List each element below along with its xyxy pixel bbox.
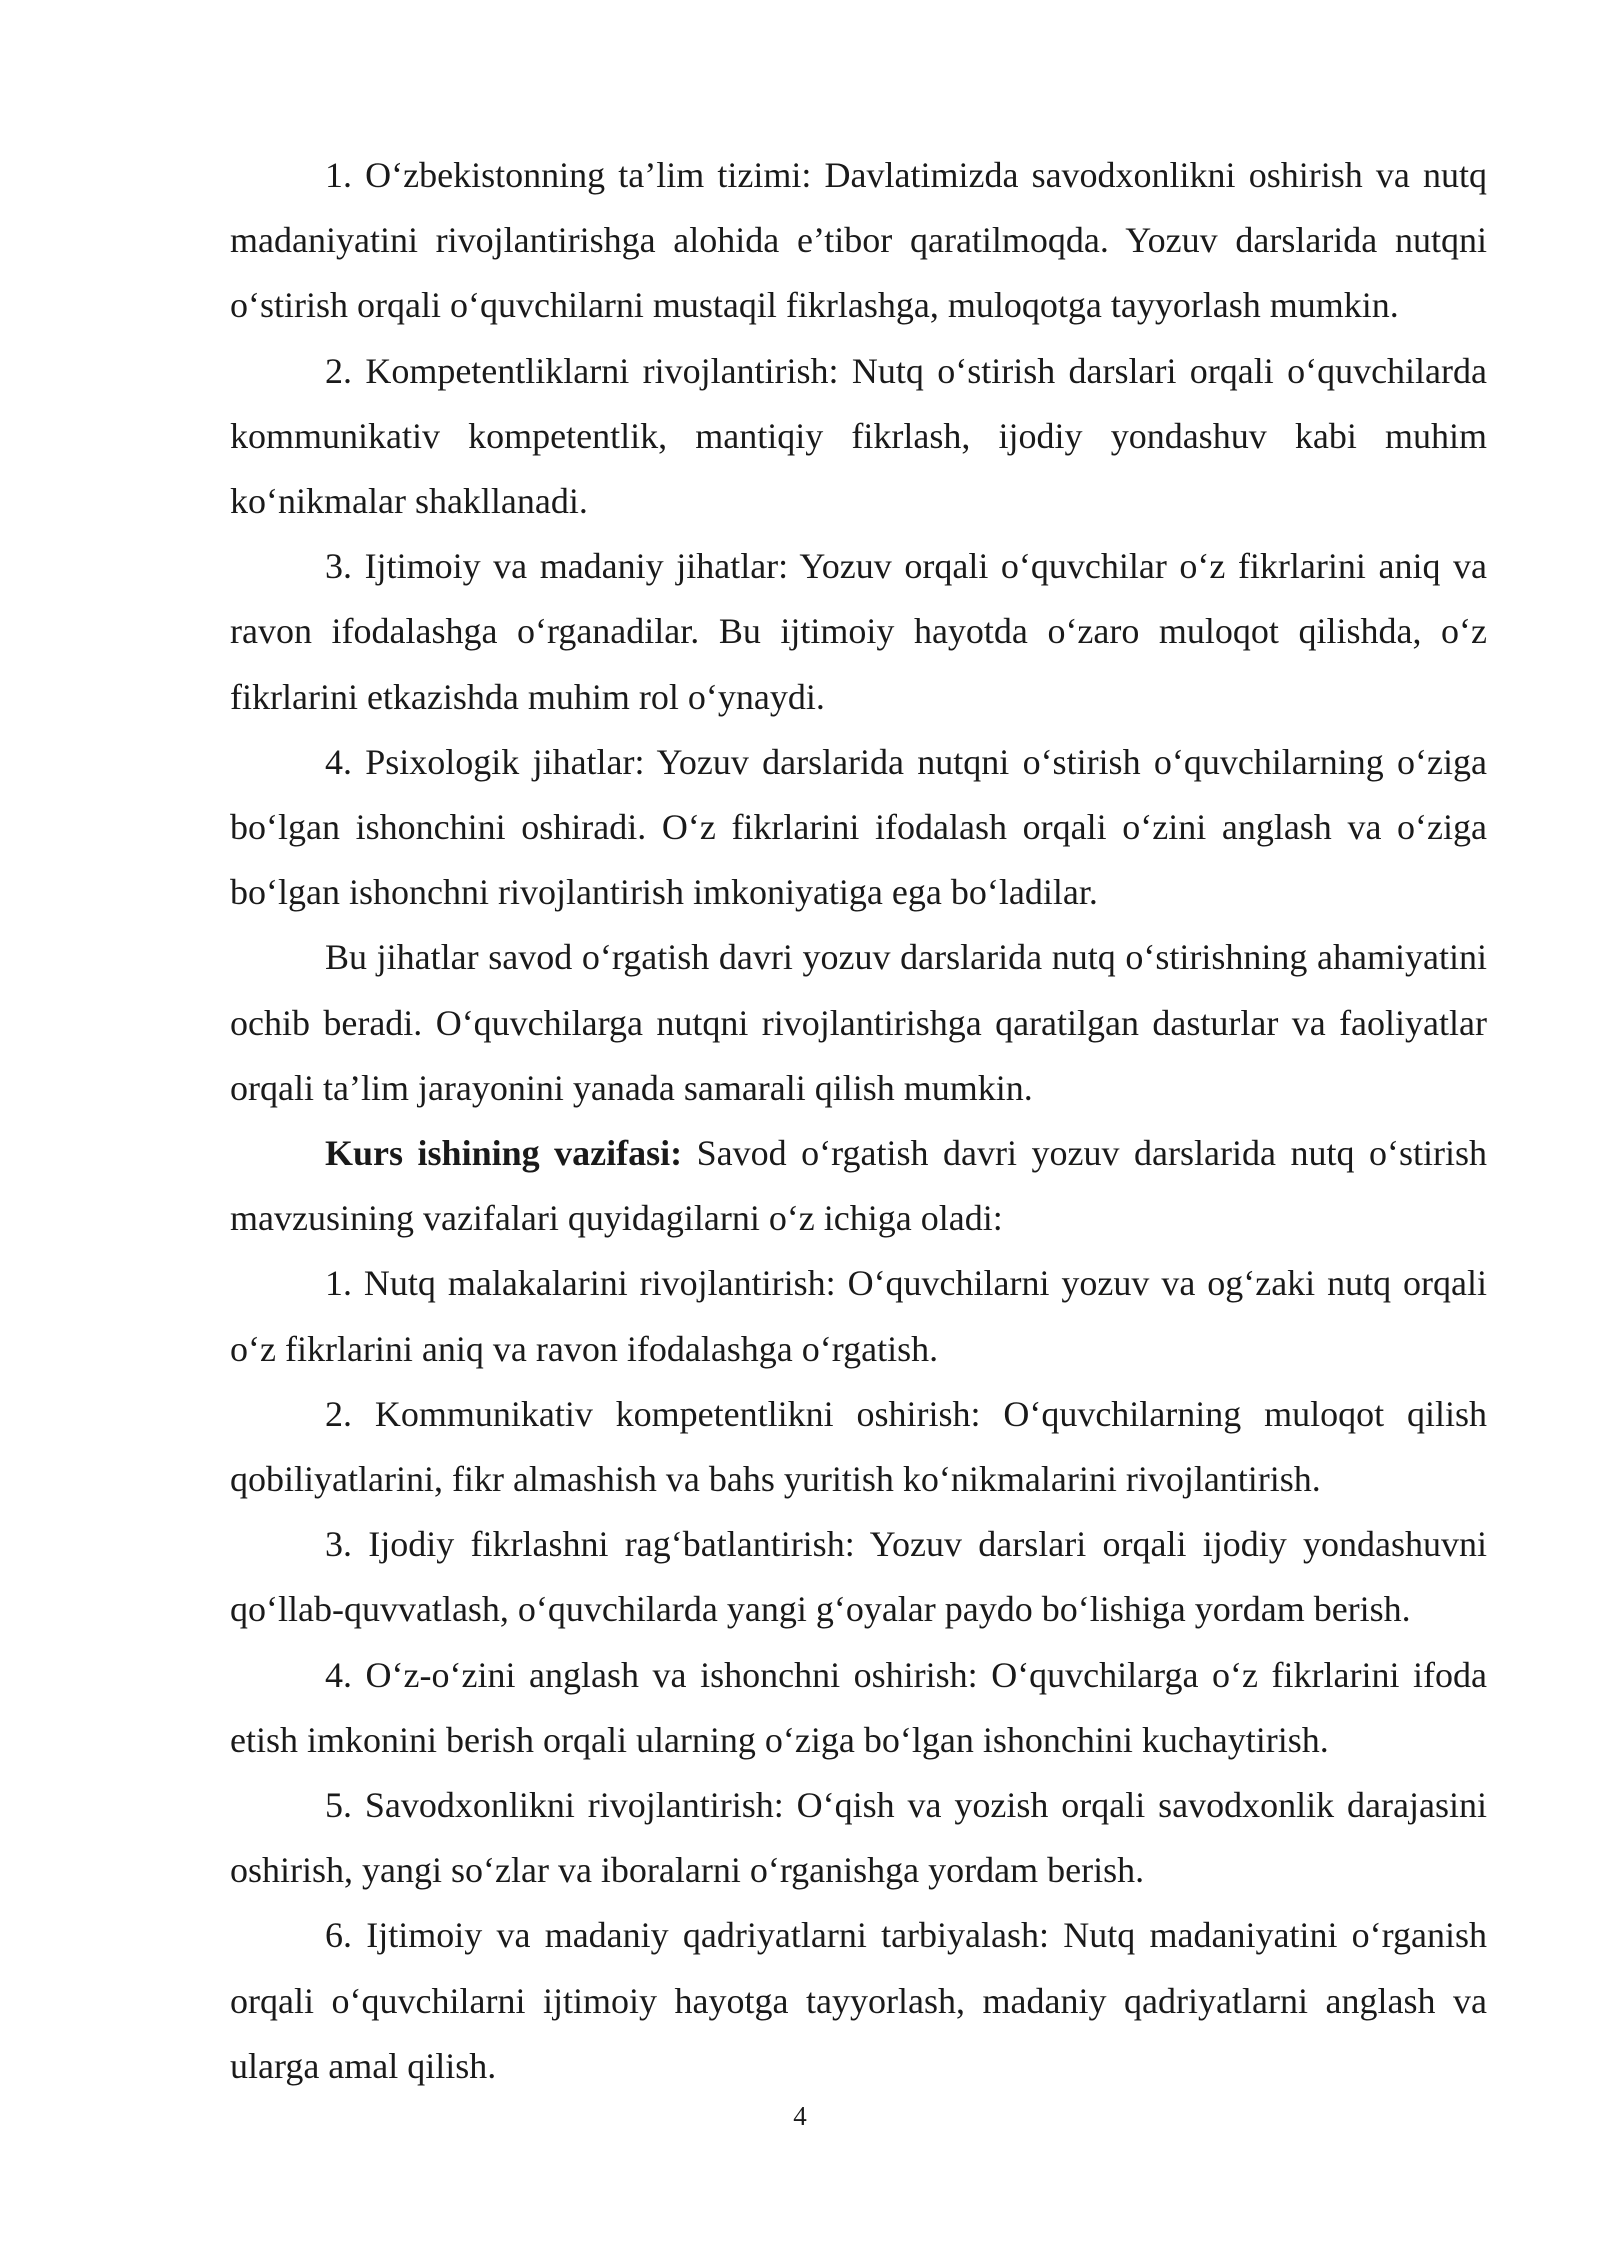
paragraph-12: 6. Ijtimoiy va madaniy qadriyatlarni tarbiyalash: Nutq madaniyatini o‘rganish orqali o‘quvchilarni ijtimoiy hayotga tayyorlash, madaniy qadriyatlarni anglash va ularga amal qilish. [230,1915,1487,2086]
paragraph-5: Bu jihatlar savod o‘rgatish davri yozuv darslarida nutq o‘stirishning ahamiyatini ochib beradi. O‘quvchilarga nutqni rivojlantirishga qaratilgan dasturlar va faoliyatlar orqali ta’lim jarayonini yanada samarali qilish mumkin. [230,937,1487,1108]
paragraph-4: 4. Psixologik jihatlar: Yozuv darslarida nutqni o‘stirish o‘quvchilarning o‘ziga bo‘lgan ishonchini oshiradi. O‘z fikrlarini ifodalash orqali o‘zini anglash va o‘ziga bo‘lgan ishonchni rivojlantirish imkoniyatiga ega bo‘ladilar. [230,741,1487,913]
section-heading-inline: Kurs ishining vazifasi: [325,1133,683,1174]
paragraph-6 [230,1121,1487,1251]
paragraph-9: 3. Ijodiy fikrlashni rag‘batlantirish: Yozuv darslari orqali ijodiy yondashuvni qo‘llab-quvvatlash, o‘quvchilarda yangi g‘oyalar paydo bo‘lishiga yordam berish. [230,1524,1487,1630]
paragraph-6-text: Savod o‘rgatish davri yozuv darslarida nutq o‘stirish mavzusining vazifalari quyidagilarni o‘z ichiga oladi: [230,1133,1488,1239]
paragraph-3: 3. Ijtimoiy va madaniy jihatlar: Yozuv orqali o‘quvchilar o‘z fikrlarini aniq va ravon ifodalashga o‘rganadilar. Bu ijtimoiy hayotda o‘zaro muloqot qilishda, o‘z fikrlarini etkazishda muhim rol o‘ynaydi. [230,546,1487,717]
paragraph-7: 1. Nutq malakalarini rivojlantirish: O‘quvchilarni yozuv va og‘zaki nutq orqali o‘z fikrlarini aniq va ravon ifodalashga o‘rgatish. [230,1263,1487,1369]
paragraph-2: 2. Kompetentliklarni rivojlantirish: Nutq o‘stirish darslari orqali o‘quvchilarda kommunikativ kompetentlik, mantiqiy fikrlash, ijodiy yondashuv kabi muhim ko‘nikmalar shakllanadi. [230,350,1487,522]
page-number: 4 [793,2101,807,2131]
paragraph-1: 1. O‘zbekistonning ta’lim tizimi: Davlatimizda savodxonlikni oshirish va nutq madaniyatini rivojlantirishga alohida e’tibor qaratilmoqda. Yozuv darslarida nutqni o‘stirish orqali o‘quvchilarni mustaqil fikrlashga, muloqotga tayyorlash mumkin. [230,155,1487,326]
paragraph-8: 2. Kommunikativ kompetentlikni oshirish: O‘quvchilarning muloqot qilish qobiliyatlarini, fikr almashish va bahs yuritish ko‘nikmalarini rivojlantirish. [230,1393,1487,1500]
paragraph-11: 5. Savodxonlikni rivojlantirish: O‘qish va yozish orqali savodxonlik darajasini oshirish, yangi so‘zlar va iboralarni o‘rganishga yordam berish. [230,1785,1487,1891]
paragraph-10: 4. O‘z-o‘zini anglash va ishonchni oshirish: O‘quvchilarga o‘z fikrlarini ifoda etish imkonini berish orqali ularning o‘ziga bo‘lgan ishonchini kuchaytirish. [230,1654,1487,1760]
body-text [230,143,1487,2099]
